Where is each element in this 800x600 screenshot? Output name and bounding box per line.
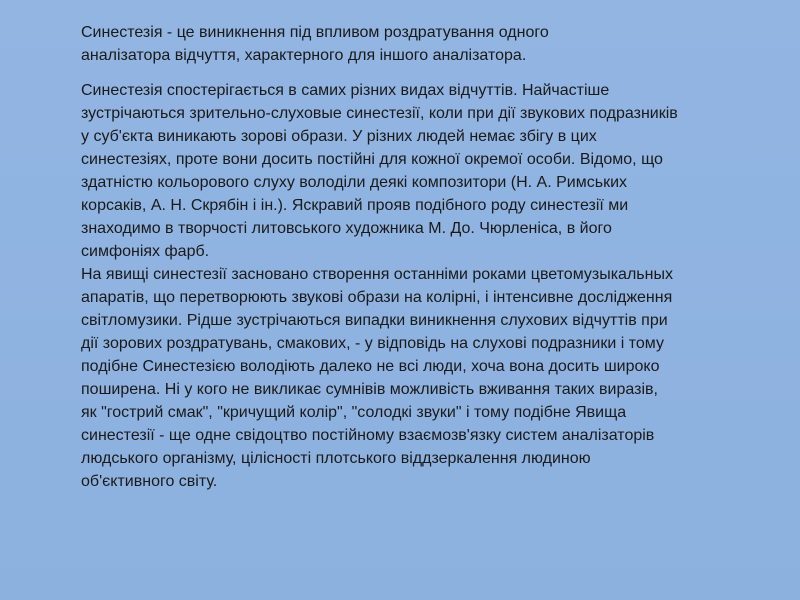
body-paragraph: Синестезія спостерігається в самих різних видах відчуттів. Найчастіше зустрічаються зрительно-слуховые синестезії, коли при дії звукових подразників у суб'єкта виникають зорові образи. У різних людей немає збігу в цих синестезіях, проте вони досить постійні для кожної окремої особи. Відомо, що здатністю кольорового слуху володіли деякі композитори (Н. А. Римських корсаків, А. Н. Скрябін і ін.). Яскравий прояв подібного роду синестезії ми знаходимо в творчості литовського художника М. До. Чюрленіса, в його симфоніях фарб. На явищі синестезії засновано створення останніми роками цветомузыкальных апаратів, що перетворюють звукові образи на колірні, і інтенсивне дослідження світломузики. Рідше зустрічаються випадки виникнення слухових відчуттів при дії зорових роздратувань, смакових, - у відповідь на слухові подразники і тому подібне Синестезією володіють далеко не всі люди, хоча вона досить широко поширена. Ні у кого не викликає сумнівів можливість вживання таких виразів, як "гострий смак", "кричущий колір", "солодкі звуки" і тому подібне Явища синестезії - ще одне свідоцтво постійному взаємозв'язку систем аналізаторів людського організму, цілісності плотського віддзеркалення людиною об'єктивного світу. bbox=[81, 82, 678, 490]
definition-paragraph: Синестезія - це виникнення під впливом роздратування одного аналізатора відчуття, характерного для іншого аналізатора. bbox=[81, 24, 549, 64]
